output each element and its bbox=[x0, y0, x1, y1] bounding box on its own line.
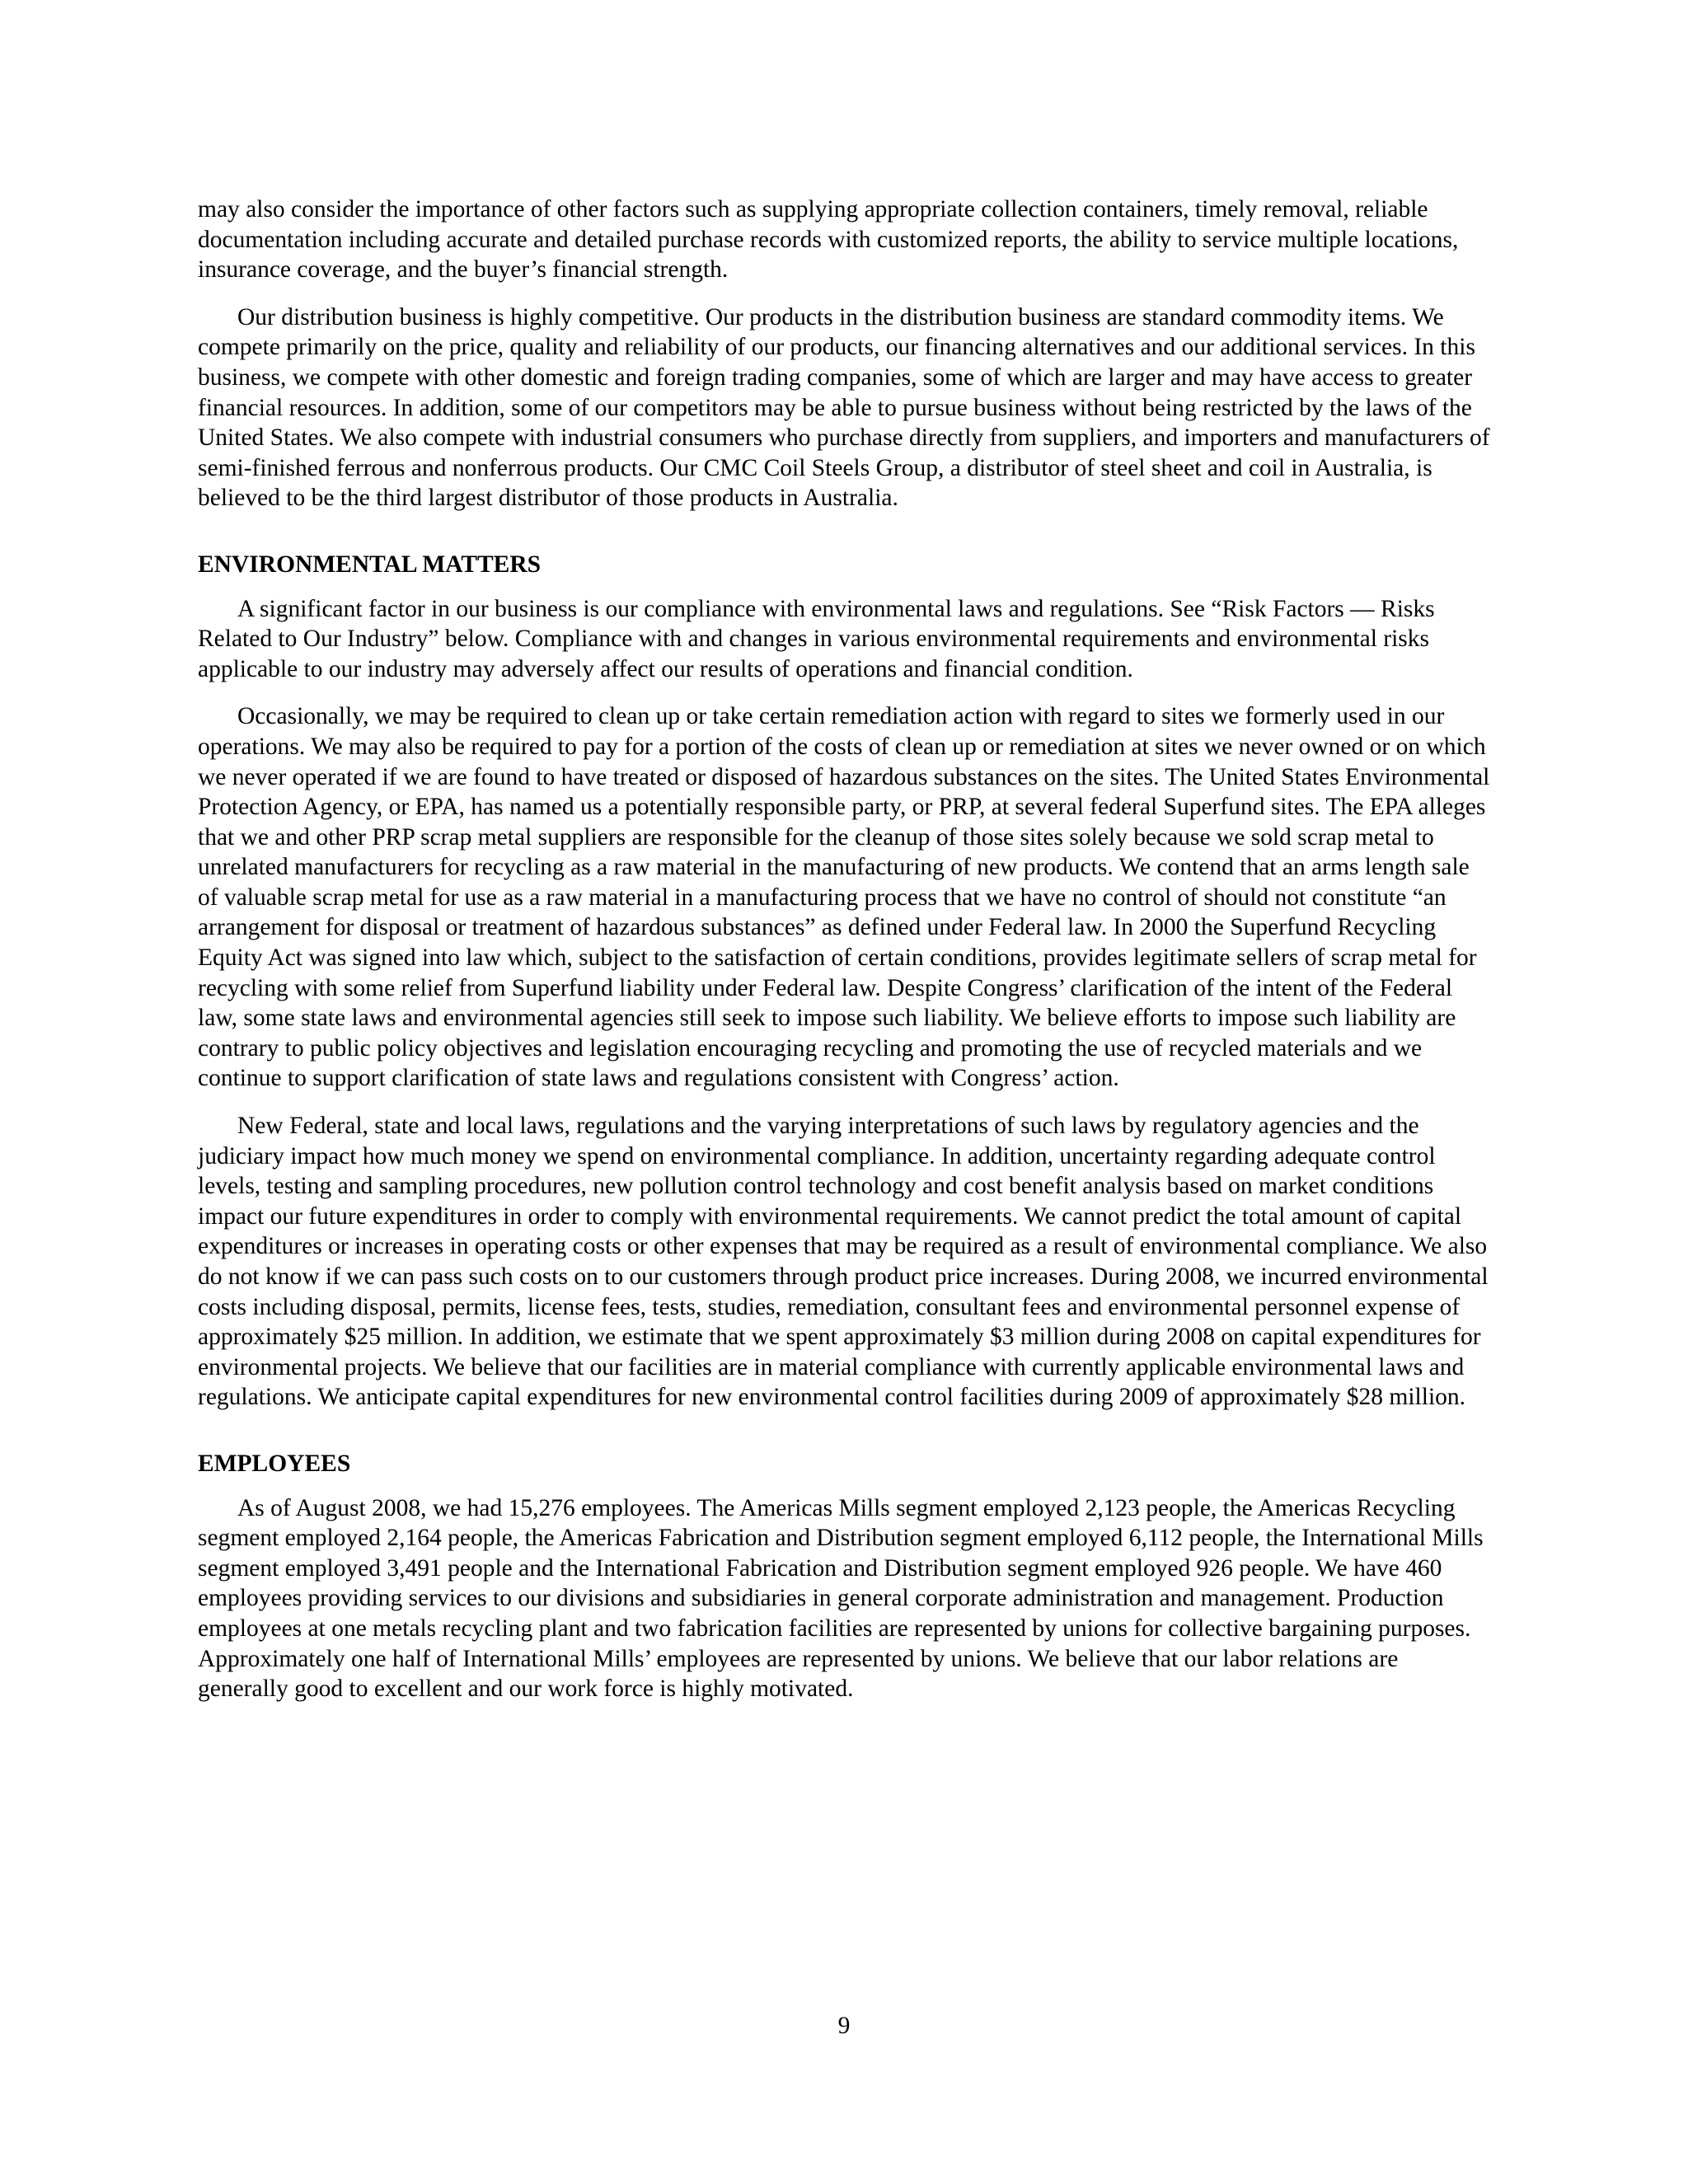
opening-paragraph: may also consider the importance of other factors such as supplying appropriate collection containers, timely removal, reliable documentation including accurate and detailed purchase records with customized reports, the ability to service multiple locations, insurance coverage, and the buyer’s financial strength. bbox=[198, 196, 1459, 284]
environmental-paragraph: Occasionally, we may be required to clean up or take certain remediation action with regard to sites we formerly used in our operations. We may also be required to pay for a portion of the costs of clean up or remediation at sites we never owned or on which we never operated if we are found to have treated or disposed of hazardous substances on the sites. The United States Environmental Protection Agency, or EPA, has named us a potentially responsible party, or PRP, at several federal Superfund sites. The EPA alleges that we and other PRP scrap metal suppliers are responsible for the cleanup of those sites solely because we sold scrap metal to unrelated manufacturers for recycling as a raw material in the manufacturing of new products. We contend that an arms length sale of valuable scrap metal for use as a raw material in a manufacturing process that we have no control of should not constitute “an arrangement for disposal or treatment of hazardous substances” as defined under Federal law. In 2000 the Superfund Recycling Equity Act was signed into law which, subject to the satisfaction of certain conditions, provides legitimate sellers of scrap metal for recycling with some relief from Superfund liability under Federal law. Despite Congress’ clarification of the intent of the Federal law, some state laws and environmental agencies still seek to impose such liability. We believe efforts to impose such liability are contrary to public policy objectives and legislation encouraging recycling and promoting the use of recycled materials and we continue to support clarification of state laws and regulations consistent with Congress’ action. bbox=[198, 703, 1490, 1092]
employees-paragraph: As of August 2008, we had 15,276 employees. The Americas Mills segment employed 2,123 people, the Americas Recycling segment employed 2,164 people, the Americas Fabrication and Distribution segment employed 6,112 people, the International Mills segment employed 3,491 people and the International Fabrication and Distribution segment employed 926 people. We have 460 employees providing services to our divisions and subsidiaries in general corporate administration and management. Production employees at one metals recycling plant and two fabrication facilities are represented by unions for collective bargaining purposes. Approximately one half of International Mills’ employees are represented by unions. We believe that our labor relations are generally good to excellent and our work force is highly motivated. bbox=[198, 1494, 1484, 1703]
distribution-paragraph: Our distribution business is highly competitive. Our products in the distribution business are standard commodity items. We compete primarily on the price, quality and reliability of our products, our financing alternatives and our additional services. In this business, we compete with other domestic and foreign trading companies, some of which are larger and may have access to greater financial resources. In addition, some of our competitors may be able to pursue business without being restricted by the laws of the United States. We also compete with industrial consumers who purchase directly from suppliers, and importers and manufacturers of semi-finished ferrous and nonferrous products. Our CMC Coil Steels Group, a distributor of steel sheet and coil in Australia, is believed to be the third largest distributor of those products in Australia. bbox=[198, 303, 1490, 512]
page-number: 9 bbox=[837, 2013, 851, 2039]
employees-heading: EMPLOYEES bbox=[198, 1450, 351, 1477]
page-body bbox=[198, 194, 1492, 1722]
environmental-paragraph: New Federal, state and local laws, regulations and the varying interpretations of such laws by regulatory agencies and the judiciary impact how much money we spend on environmental compliance. In addition, uncertainty regarding adequate control levels, testing and sampling procedures, new pollution control technology and cost benefit analysis based on market conditions impact our future expenditures in order to comply with environmental requirements. We cannot predict the total amount of capital expenditures or increases in operating costs or other expenses that may be required as a result of environmental compliance. We also do not know if we can pass such costs on to our customers through product price increases. During 2008, we incurred environmental costs including disposal, permits, license fees, tests, studies, remediation, consultant fees and environmental personnel expense of approximately $25 million. In addition, we estimate that we spent approximately $3 million during 2008 on capital expenditures for environmental projects. We believe that our facilities are in material compliance with currently applicable environmental laws and regulations. We anticipate capital expenditures for new environmental control facilities during 2009 of approximately $28 million. bbox=[198, 1113, 1489, 1411]
environmental-matters-heading: ENVIRONMENTAL MATTERS bbox=[198, 551, 542, 578]
environmental-paragraph: A significant factor in our business is our compliance with environmental laws and regulations. See “Risk Factors — Risks Related to Our Industry” below. Compliance with and changes in various environmental requirements and environmental risks applicable to our industry may adversely affect our results of operations and financial condition. bbox=[198, 595, 1435, 682]
